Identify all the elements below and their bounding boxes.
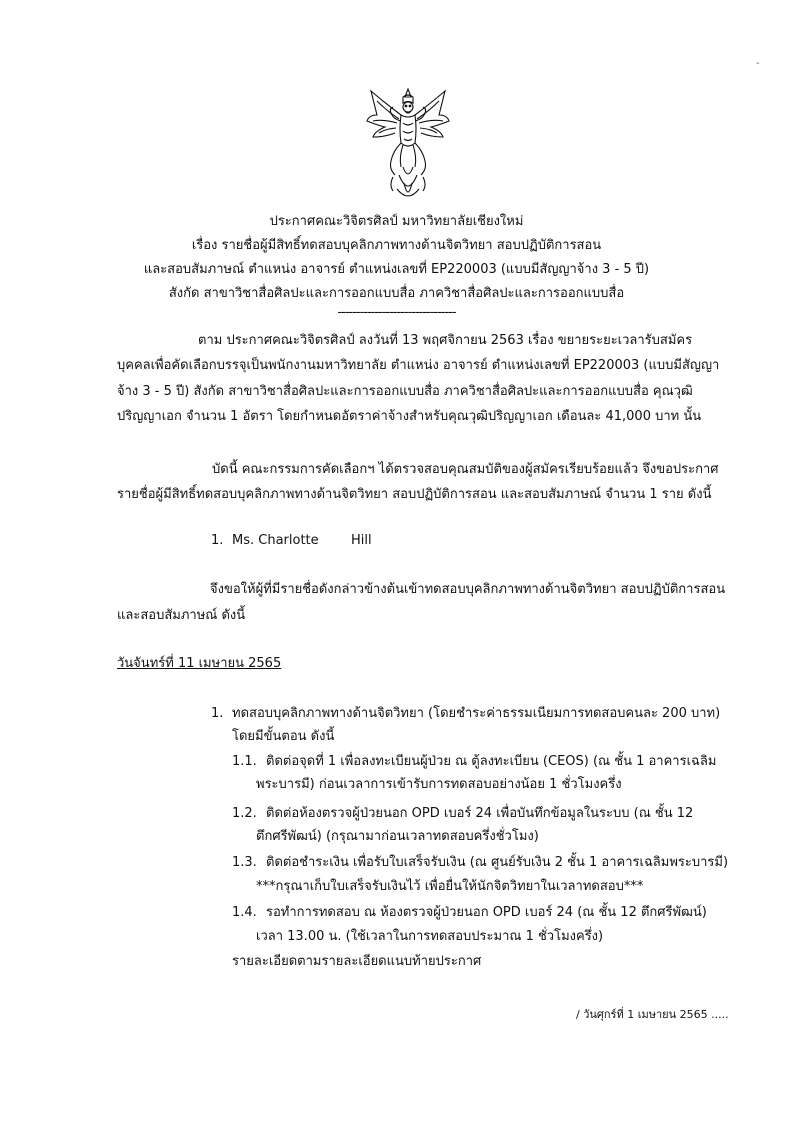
garuda-emblem-icon — [363, 85, 453, 205]
step-number: 1.3. — [232, 855, 257, 870]
step-number: 1.4. — [232, 905, 257, 920]
page-continuation-mark: / วันศุกร์ที่ 1 เมษายน 2565 ..... — [576, 1008, 729, 1021]
para2-line2: รายชื่อผู้มีสิทธิ์ทดสอบบุคลิกภาพทางด้านจิตวิทยา สอบปฏิบัติการสอน และสอบสัมภาษณ์ จำนวน 1 ราย ดังนี้ — [117, 487, 712, 502]
step-line1: ติดต่อชำระเงิน เพื่อรับใบเสร็จรับเงิน (ณ ศูนย์รับเงิน 2 ชั้น 1 อาคารเฉลิมพระบารมี) — [266, 855, 729, 870]
step-line2: เวลา 13.00 น. (ใช้เวลาในการทดสอบประมาณ 1 ชั่วโมงครึ่ง) — [256, 929, 604, 944]
step-number: 1.2. — [232, 806, 257, 821]
step-line2: พระบารมี) ก่อนเวลาการเข้ารับการทดสอบอย่างน้อย 1 ชั่วโมงครึ่ง — [256, 777, 622, 792]
corner-mark: - — [756, 58, 760, 69]
schedule-item-number: 1. — [211, 706, 224, 721]
header-divider: -------------------------------- — [337, 305, 456, 320]
announcement-title: ประกาศคณะวิจิตรศิลป์ มหาวิทยาลัยเชียงใหม่ — [269, 214, 524, 229]
para1-line2: บุคคลเพื่อคัดเลือกบรรจุเป็นพนักงานมหาวิทยาลัย ตำแหน่ง อาจารย์ ตำแหน่งเลขที่ EP220003 (แบบมีสัญญา — [117, 358, 720, 373]
schedule-note: รายละเอียดตามรายละเอียดแนบท้ายประกาศ — [232, 954, 482, 969]
step-line2: ***กรุณาเก็บใบเสร็จรับเงินไว้ เพื่อยื่นให้นักจิตวิทยาในเวลาทดสอบ*** — [256, 879, 644, 894]
step-line1: รอทำการทดสอบ ณ ห้องตรวจผู้ป่วยนอก OPD เบอร์ 24 (ณ ชั้น 12 ตึกศรีพัฒน์) — [266, 905, 707, 920]
para2-line1: บัดนี้ คณะกรรมการคัดเลือกฯ ได้ตรวจสอบคุณสมบัติของผู้สมัครเรียบร้อยแล้ว จึงขอประกาศ — [212, 462, 719, 477]
para3-line1: จึงขอให้ผู้ที่มีรายชื่อดังกล่าวข้างต้นเข้าทดสอบบุคลิกภาพทางด้านจิตวิทยา สอบปฏิบัติการสอน — [210, 582, 726, 597]
candidate-last-name: Hill — [351, 533, 372, 548]
schedule-item-line1: ทดสอบบุคลิกภาพทางด้านจิตวิทยา (โดยชำระค่าธรรมเนียมการทดสอบคนละ 200 บาท) — [232, 706, 721, 721]
position-line: และสอบสัมภาษณ์ ตำแหน่ง อาจารย์ ตำแหน่งเลขที่ EP220003 (แบบมีสัญญาจ้าง 3 - 5 ปี) — [143, 262, 650, 277]
step-line1: ติดต่อห้องตรวจผู้ป่วยนอก OPD เบอร์ 24 เพื่อบันทึกข้อมูลในระบบ (ณ ชั้น 12 — [266, 806, 694, 821]
para1-line3: จ้าง 3 - 5 ปี) สังกัด สาขาวิชาสื่อศิลปะและการออกแบบสื่อ ภาควิชาสื่อศิลปะและการออกแบบสื่อ คุณวุฒิ — [117, 384, 693, 399]
para1-line4: ปริญญาเอก จำนวน 1 อัตรา โดยกำหนดอัตราค่าจ้างสำหรับคุณวุฒิปริญญาเอก เดือนละ 41,000 บาท นั้น — [117, 409, 702, 424]
candidate-number: 1. — [211, 533, 224, 548]
step-line2: ตึกศรีพัฒน์) (กรุณามาก่อนเวลาทดสอบครึ่งชั่วโมง) — [256, 829, 539, 844]
department-line: สังกัด สาขาวิชาสื่อศิลปะและการออกแบบสื่อ ภาควิชาสื่อศิลปะและการออกแบบสื่อ — [168, 286, 625, 301]
candidate-first-name: Ms. Charlotte — [232, 533, 319, 548]
subject-line: เรื่อง รายชื่อผู้มีสิทธิ์ทดสอบบุคลิกภาพทางด้านจิตวิทยา สอบปฏิบัติการสอน — [191, 238, 602, 253]
para3-line2: และสอบสัมภาษณ์ ดังนี้ — [117, 608, 246, 623]
step-line1: ติดต่อจุดที่ 1 เพื่อลงทะเบียนผู้ป่วย ณ ตู้ลงทะเบียน (CEOS) (ณ ชั้น 1 อาคารเฉลิม — [266, 754, 717, 769]
para1-line1: ตาม ประกาศคณะวิจิตรศิลป์ ลงวันที่ 13 พฤศจิกายน 2563 เรื่อง ขยายระยะเวลารับสมัคร — [198, 333, 693, 348]
step-number: 1.1. — [232, 754, 257, 769]
schedule-item-line2: โดยมีขั้นตอน ดังนี้ — [232, 729, 335, 744]
schedule-date-heading: วันจันทร์ที่ 11 เมษายน 2565 — [117, 656, 282, 671]
